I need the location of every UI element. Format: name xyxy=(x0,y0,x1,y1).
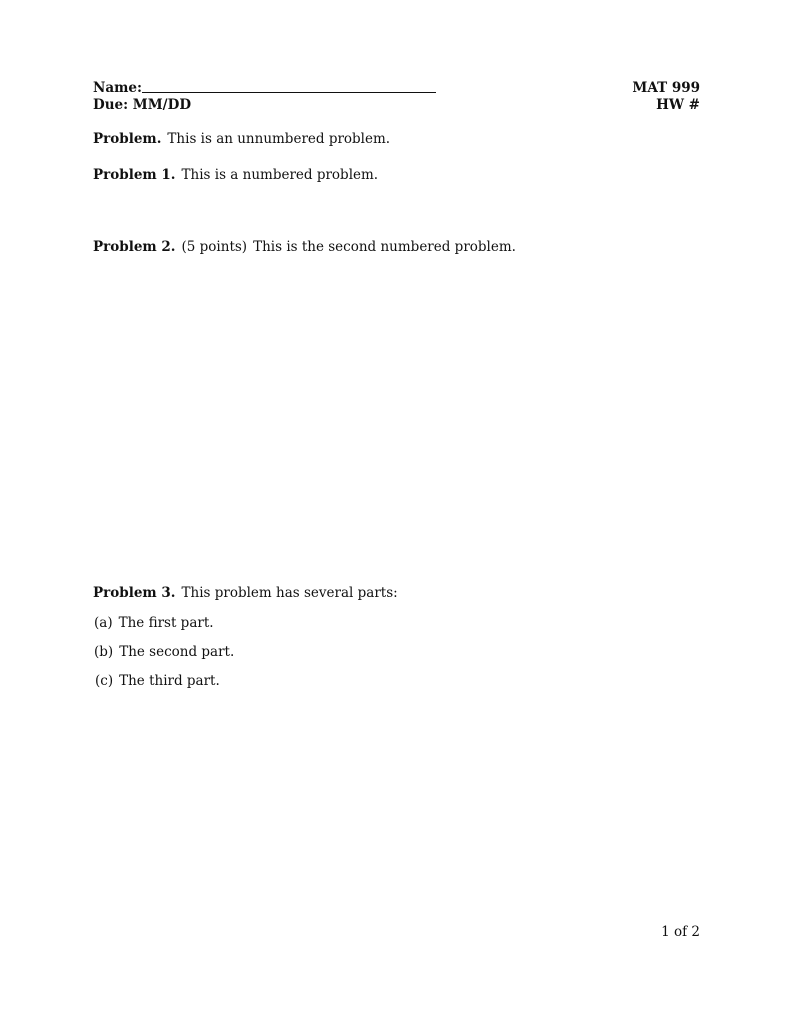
problem-label: Problem 1. xyxy=(93,167,176,183)
problem-text: This problem has several parts: xyxy=(181,585,398,601)
part-c xyxy=(95,673,220,689)
part-text: The first part. xyxy=(118,615,214,631)
problem-label: Problem 3. xyxy=(93,585,176,601)
problem-3 xyxy=(93,585,398,601)
part-text: The second part. xyxy=(119,644,235,660)
problem-2 xyxy=(93,239,516,255)
problem-text: This is an unnumbered problem. xyxy=(167,131,391,147)
problem-label: Problem. xyxy=(93,131,162,147)
problem-points: (5 points) xyxy=(181,239,248,255)
problem-text: This is the second numbered problem. xyxy=(253,239,516,255)
name-underline xyxy=(142,92,436,93)
part-marker: (b) xyxy=(94,644,114,660)
name-label: Name: xyxy=(93,80,142,96)
part-marker: (c) xyxy=(95,673,114,689)
problem-text: This is a numbered problem. xyxy=(181,167,379,183)
part-a xyxy=(94,615,214,631)
homework-number: HW # xyxy=(656,97,700,113)
part-marker: (a) xyxy=(94,615,113,631)
due-date: Due: MM/DD xyxy=(93,97,192,113)
page-number: 1 of 2 xyxy=(661,924,700,940)
problem-label: Problem 2. xyxy=(93,239,176,255)
part-b xyxy=(94,644,234,660)
course-code: MAT 999 xyxy=(632,80,700,96)
problem-1 xyxy=(93,167,378,183)
part-text: The third part. xyxy=(119,673,220,689)
problem-unnumbered xyxy=(93,131,390,147)
